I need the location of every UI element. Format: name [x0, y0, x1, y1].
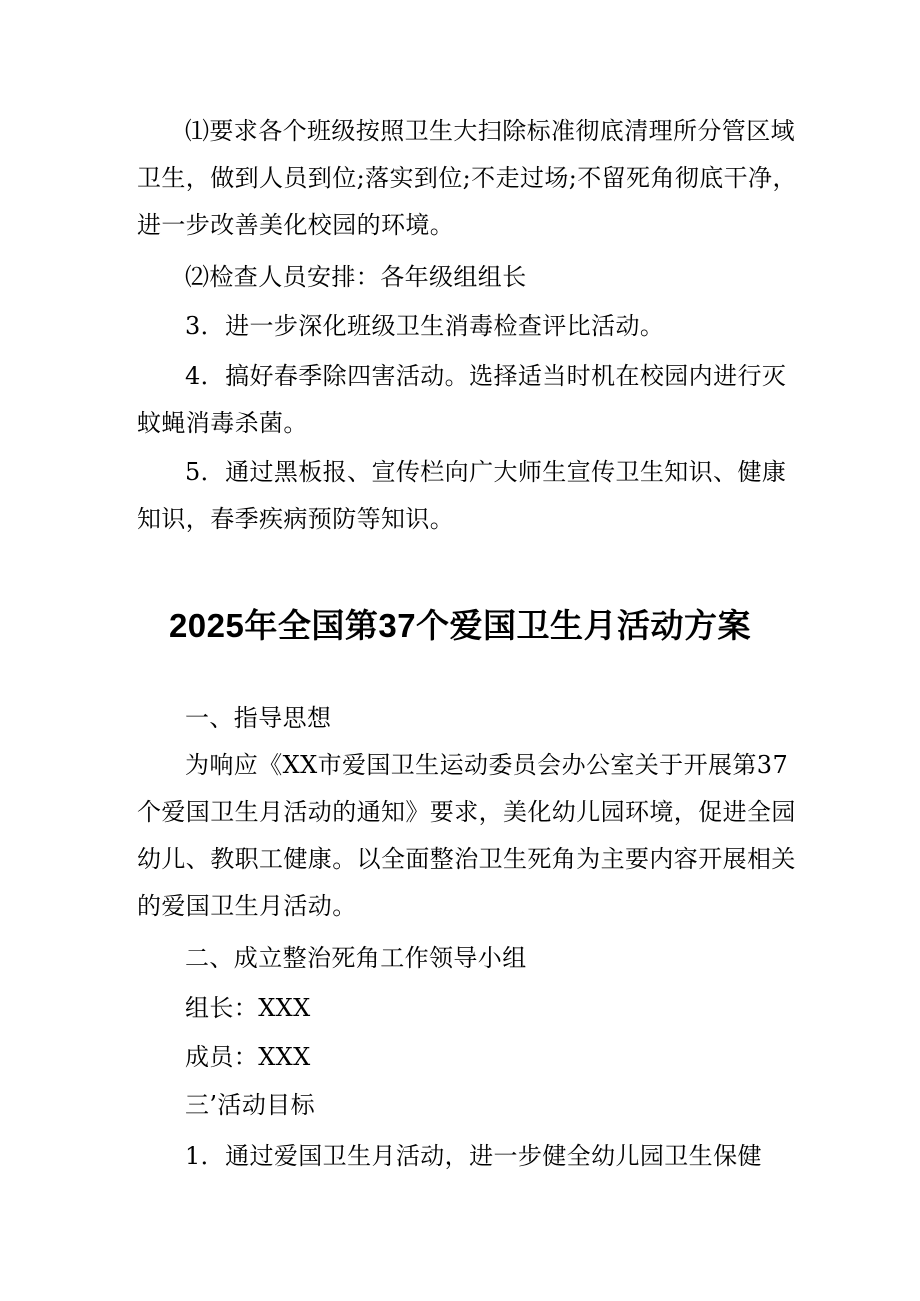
text-group-leader: 组长：XXX — [185, 994, 311, 1022]
paragraph-inspection-staff: ⑵检查人员安排：各年级组组长 — [185, 263, 527, 291]
paragraph-item-4: 4．搞好春季除四害活动。选择适当时机在校园内进行灭蚊蝇消毒杀菌。 — [137, 362, 787, 437]
paragraph-item-3: 3．进一步深化班级卫生消毒检查评比活动。 — [185, 312, 665, 340]
heading-activity-goals: 三’活动目标 — [185, 1091, 316, 1119]
heading-guiding-ideology: 一、指导思想 — [185, 704, 332, 732]
text-group-members: 成员：XXX — [185, 1043, 311, 1071]
document-title: 2025年全国第37个爱国卫生月活动方案 — [168, 607, 752, 644]
heading-leadership-group: 二、成立整治死角工作领导小组 — [185, 944, 527, 972]
paragraph-goal-1: 1．通过爱国卫生月活动，进一步健全幼儿园卫生保健 — [185, 1142, 762, 1170]
paragraph-response-notice: 为响应《XX市爱国卫生运动委员会办公室关于开展第37个爱国卫生月活动的通知》要求，美化幼儿园环境，促进全园幼儿、教职工健康。以全面整治卫生死角为主要内容开展相关的爱国卫生月活动。 — [137, 751, 796, 920]
paragraph-cleaning-requirement: ⑴要求各个班级按照卫生大扫除标准彻底清理所分管区域卫生，做到人员到位;落实到位;不走过场;不留死角彻底干净，进一步改善美化校园的环境。 — [137, 117, 797, 239]
paragraph-item-5: 5．通过黑板报、宣传栏向广大师生宣传卫生知识、健康知识，春季疾病预防等知识。 — [137, 458, 787, 533]
